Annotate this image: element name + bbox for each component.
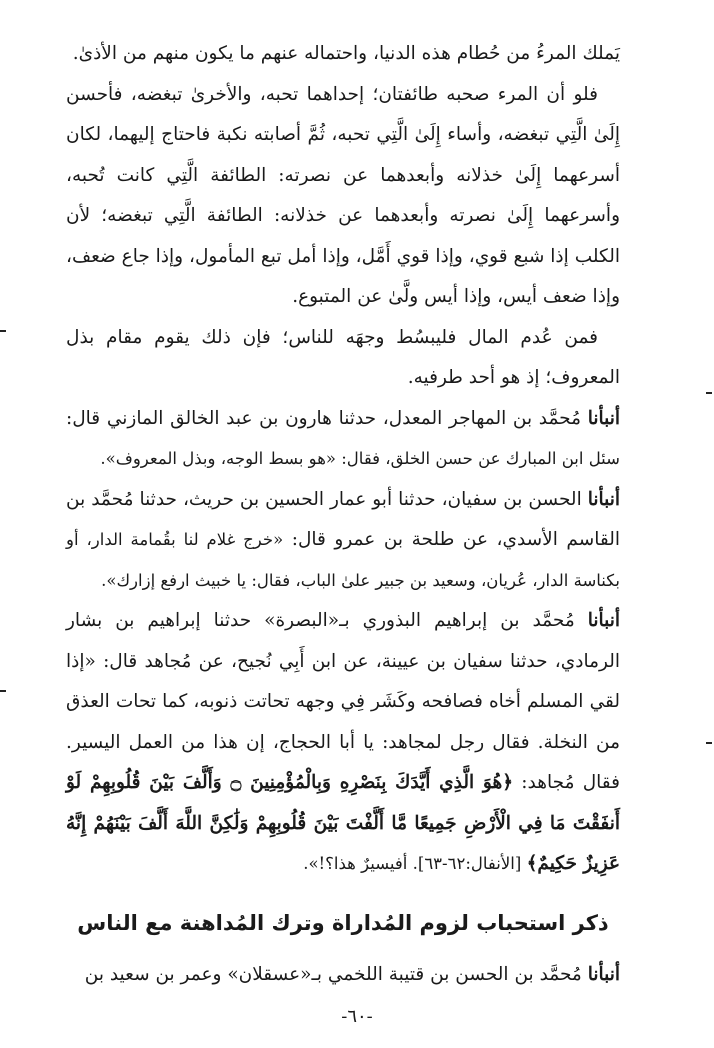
isnad-text: مُحمَّد بن المهاجر المعدل، حدثنا هارون بن عبد الخالق المازني قال:	[66, 407, 588, 429]
paragraph-1: يَملك المرءُ من حُطام هذه الدنيا، واحتماله عنهم ما يكون منهم من الأذىٰ.	[72, 43, 620, 64]
quran-verse: ﴿هُوَ الَّذِي أَيَّدَكَ بِنَصْرِهِ وَبِالْمُؤْمِنِينَ ۝ وَأَلَّفَ بَيْنَ قُلُوبِهِمْ لَوْ أَنفَقْتَ مَا فِي الْأَرْضِ جَمِيعًا مَّا أَلَّفْتَ بَيْنَ قُلُوبِهِمْ وَلَٰكِنَّ اللَّهَ أَلَّفَ بَيْنَهُمْ إِنَّهُ عَزِيزٌ حَكِيمٌ﴾	[66, 772, 620, 874]
margin-tick	[706, 742, 712, 744]
paragraph-5	[66, 480, 620, 602]
paragraph-7	[66, 955, 620, 996]
margin-tick	[706, 392, 712, 394]
lead-word: أنبأنا	[587, 407, 620, 429]
margin-tick	[0, 330, 6, 332]
paragraph-3: فمن عُدم المال فليبسُط وجهَه للناس؛ فإن ذلك يقوم مقام بذل المعروف؛ إذ هو أحد طرفيه.	[66, 326, 620, 388]
paragraph-6	[66, 601, 620, 885]
section-heading: ذكر استحباب لزوم المُداراة وترك المُداهنة مع الناس	[77, 910, 609, 935]
isnad-text: مُحمَّد بن إبراهيم البذوري بـ«البصرة» حدثنا إبراهيم بن بشار الرمادي، حدثنا سفيان بن عيينة، عن ابن أَبِي نُجيح، عن مُجاهد قال: «إذا لقي المسلم أخاه فصافحه وكَشَر فِي وجهه تحاتت ذنوبه، كما تحات العذق من النخلة. فقال رجل لمجاهد: يا أبا الحجاج، إن هذا من العمل اليسير. فقال مُجاهد:	[66, 610, 620, 793]
lead-word: أنبأنا	[587, 610, 620, 631]
isnad-text: مُحمَّد بن الحسن بن قتيبة اللخمي بـ«عسقلان» وعمر بن سعيد بن	[84, 963, 588, 985]
lead-word: أنبأنا	[587, 963, 620, 985]
margin-tick	[0, 690, 6, 692]
lead-word: أنبأنا	[587, 488, 620, 510]
verse-reference: [الأنفال:٦٢-٦٣]. أفيسيرٌ هذا؟!».	[303, 854, 527, 873]
paragraph-2: فلو أن المرء صحبه طائفتان؛ إحداهما تحبه، والأخرىٰ تبغضه، فأحسن إِلَىٰ الَّتِي تبغضه، وأساء إِلَىٰ الَّتِي تحبه، ثُمَّ أصابته نكبة فاحتاج إليهما، لكان أسرعهما إِلَىٰ خذلانه وأبعدهما عن نصرته: الطائفة الَّتِي كانت تُحبه، وأسرعهما إِلَىٰ نصرته وأبعدهما عن خذلانه: الطائفة الَّتِي تبغضه؛ لأن الكلب إذا شبع قوي، وإذا قوي أَمَّل، وإذا أمل تبع المأمول، وإذا جاع ضعف، وإذا ضعف أيس، وإذا أيس ولَّىٰ عن المتبوع.	[66, 83, 620, 307]
page-number: -٦٠-	[341, 1006, 373, 1027]
narration-text: سئل ابن المبارك عن حسن الخلق، فقال: «هو بسط الوجه، وبذل المعروف».	[100, 449, 620, 468]
isnad-text: الحسن بن سفيان، حدثنا أبو عمار الحسين بن حريث، حدثنا مُحمَّد بن القاسم الأسدي، عن طلحة بن عمرو قال:	[66, 488, 620, 550]
narration-text: «خرج غلام لنا بقُمامة الدار، أو بكناسة الدار، عُريان، وسعيد بن جبير علىٰ الباب، فقال: يا خبيث ارفع إزارك».	[66, 530, 620, 590]
page-body	[66, 34, 620, 995]
paragraph-4	[66, 399, 620, 480]
